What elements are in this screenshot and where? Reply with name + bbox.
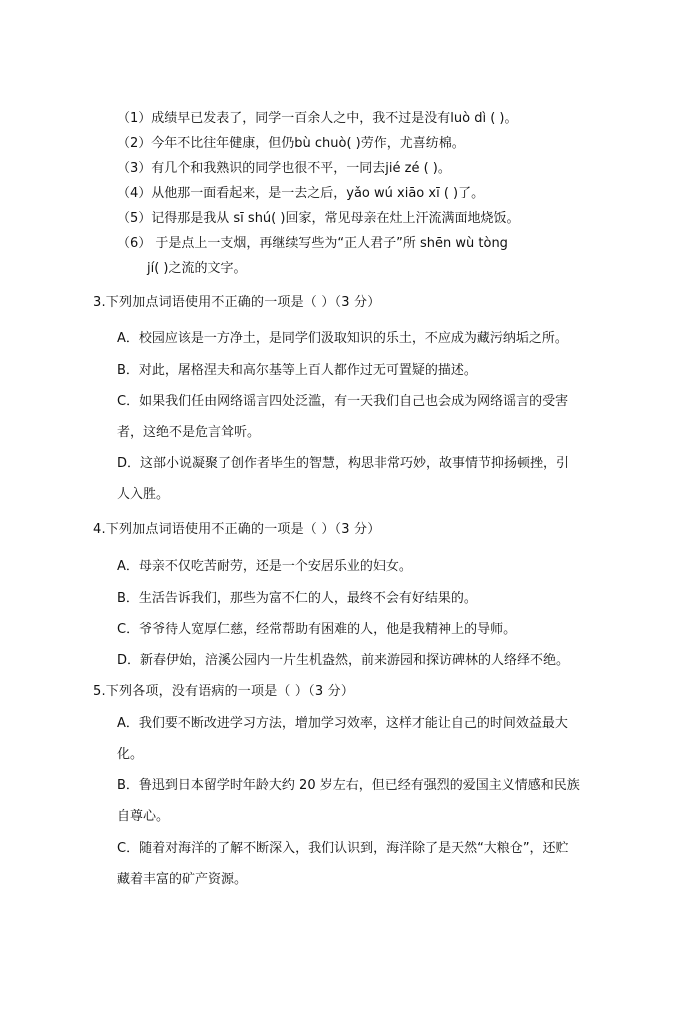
question-3-option-c: C．如果我们任由网络谣言四处泛滥，有一天我们自己也会成为网络谣言的受害 [117,394,569,409]
question-3-option-a: A．校园应该是一方净土，是同学们汲取知识的乐土，不应成为藏污纳垢之所。 [117,331,568,346]
question-4-option-b: B．生活告诉我们，那些为富不仁的人，最终不会有好结果的。 [117,591,477,606]
question-5-title: 5.下列各项，没有语病的一项是（ ）（3 分） [93,684,355,699]
question-3-title: 3.下列加点词语使用不正确的一项是（ ）（3 分） [93,295,381,310]
question-4-option-c: C．爷爷待人宽厚仁慈，经常帮助有困难的人，他是我精神上的导师。 [117,622,517,637]
item-2: （2）今年不比往年健康，但仍bù chuò( )劳作，尤喜纺棉。 [117,136,465,151]
question-5-option-b-continued: 自尊心。 [117,809,170,824]
item-6: （6） 于是点上一支烟，再继续写些为“正人君子”所 shēn wù tòng [117,236,508,251]
question-4-title: 4.下列加点词语使用不正确的一项是（ ）（3 分） [93,522,381,537]
item-1: （1）成绩早已发表了，同学一百余人之中，我不过是没有luò dì ( )。 [117,111,518,126]
question-5-option-b: B．鲁迅到日本留学时年龄大约 20 岁左右，但已经有强烈的爱国主义情感和民族 [117,778,580,793]
question-5-option-a-continued: 化。 [117,747,144,762]
item-3: （3）有几个和我熟识的同学也很不平，一同去jié zé ( )。 [117,161,451,176]
question-3-option-d: D．这部小说凝聚了创作者毕生的智慧，构思非常巧妙，故事情节抑扬顿挫，引 [117,456,570,471]
question-4-option-d: D．新春伊始，涪溪公园内一片生机盎然，前来游园和探访碑林的人络绎不绝。 [117,653,570,668]
item-4: （4）从他那一面看起来，是一去之后，yǎo wú xiāo xī ( )了。 [117,186,485,201]
item-6-continued: jí( )之流的文字。 [147,261,247,276]
item-5: （5）记得那是我从 sī shú( )回家，常见母亲在灶上汗流满面地烧饭。 [117,211,520,226]
question-3-option-b: B．对此，屠格涅夫和高尔基等上百人都作过无可置疑的描述。 [117,363,477,378]
question-5-option-c-continued: 藏着丰富的矿产资源。 [117,872,248,887]
question-5-option-a: A．我们要不断改进学习方法，增加学习效率，这样才能让自己的时间效益最大 [117,716,568,731]
question-3-option-c-continued: 者，这绝不是危言耸听。 [117,425,261,440]
question-5-option-c: C．随着对海洋的了解不断深入，我们认识到，海洋除了是天然“大粮仓”，还贮 [117,841,569,856]
question-3-option-d-continued: 人入胜。 [117,487,170,502]
question-4-option-a: A．母亲不仅吃苦耐劳，还是一个安居乐业的妇女。 [117,559,412,574]
